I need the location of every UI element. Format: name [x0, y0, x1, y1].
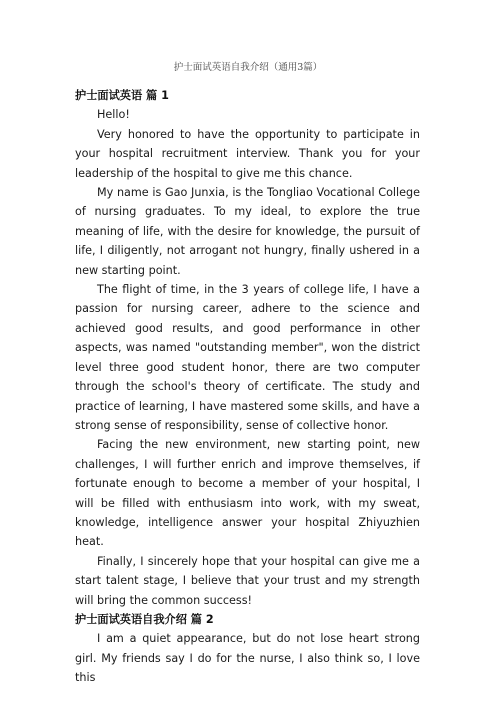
- paragraph: I am a quiet appearance, but do not lose heart strong girl. My friends say I do for the nurse, I also think so, I love this: [75, 632, 420, 685]
- paragraph: Facing the new environment, new starting point, new challenges, I will further enrich and improve themselves, if fortunate enough to become a member of your hospital, I will be filled with enthusiasm into work, with my sweat, knowledge, intelligence answer your hospital Zhiyuzhien heat.: [75, 438, 420, 549]
- section-heading-2: 护士面试英语自我介绍 篇 2: [75, 612, 214, 626]
- paragraph: My name is Gao Junxia, is the Tongliao Vocational College of nursing graduates. To my ideal, to explore the true meaning of life, with the desire for knowledge, the pursuit of life, I diligently, not arrogant not hungry, finally ushered in a new starting point.: [75, 186, 420, 277]
- paragraph: The flight of time, in the 3 years of college life, I have a passion for nursing career, adhere to the science and achieved good results, and good performance in other aspects, was named "outstanding member", won the district level three good student honor, there are two computer through the school's theory of certificate. The study and practice of learning, I have mastered some skills, and have a strong sense of responsibility, sense of collective honor.: [75, 283, 420, 432]
- paragraph: Very honored to have the opportunity to participate in your hospital recruitment interview. Thank you for your leadership of the hospital to give me this chance.: [75, 127, 420, 180]
- paragraph: Hello!: [97, 108, 130, 122]
- paragraph: Finally, I sincerely hope that your hospital can give me a start talent stage, I believe that your trust and my strength will bring the common success!: [75, 554, 420, 607]
- section-heading-1: 护士面试英语 篇 1: [75, 89, 169, 102]
- page-header-title: 护士面试英语自我介绍（通用3篇）: [173, 62, 323, 73]
- document-body: [75, 86, 420, 688]
